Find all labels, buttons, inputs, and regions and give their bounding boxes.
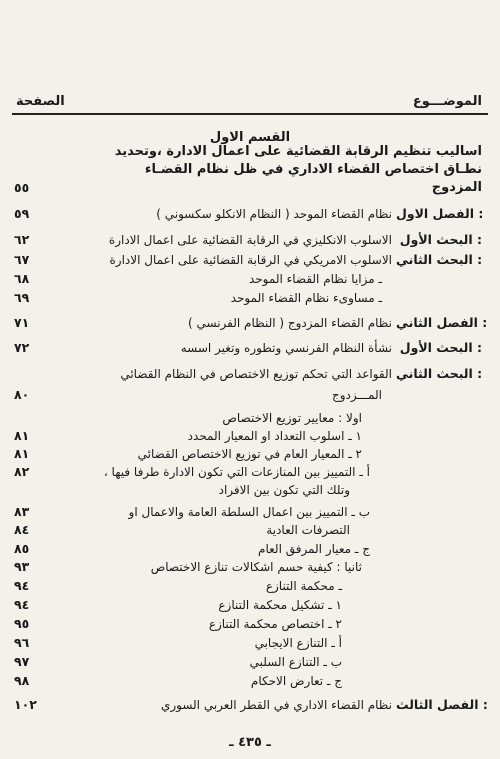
- entry-label: البحث الأول :: [399, 340, 482, 355]
- page-number: ٨٢: [14, 464, 30, 479]
- page-number: ٩٦: [14, 635, 30, 650]
- entry-text: ١ ـ تشكيل محكمة التنازع: [218, 598, 342, 612]
- page-number: ٩٨: [14, 673, 30, 688]
- entry-text: نظام القضاء المزدوج ( النظام الفرنسي ): [188, 316, 392, 330]
- page-number: ٥٥: [14, 180, 30, 195]
- entry-text: اولا : معايير توزيع الاختصاص: [222, 411, 362, 425]
- header-rule: [12, 113, 488, 115]
- column-headers: [16, 92, 482, 110]
- page-number: ٨٤: [14, 522, 30, 537]
- page-number: ٩٣: [14, 559, 30, 574]
- entry-text: المـــزدوج: [332, 388, 382, 402]
- entry-text: ج ـ معيار المرفق العام: [258, 542, 370, 556]
- entry-text: ـ محكمة التنازع: [265, 579, 342, 593]
- entry-label: البحث الثاني :: [396, 252, 483, 267]
- page-number: ٨٥: [14, 541, 30, 556]
- page-number: ٩٥: [14, 616, 30, 631]
- topic-column-label: الموضـــوع: [412, 93, 482, 109]
- entry-text: الاسلوب الامريكي في الرقابة القضائية على اعمال الادارة: [109, 253, 392, 267]
- page-number: ٦٢: [14, 232, 30, 247]
- page-number: ٩٤: [14, 578, 30, 593]
- entry-text: ١ ـ اسلوب التعداد او المعيار المحدد: [187, 429, 362, 443]
- entry-text: الاسلوب الانكليزي في الرقابة القضائية على اعمال الادارة: [108, 233, 392, 247]
- entry-text: ج ـ تعارض الاحكام: [250, 674, 342, 688]
- page-number: ٨١: [14, 446, 30, 461]
- page-number: ٦٩: [14, 290, 30, 305]
- entry-text: ثانيا : كيفية حسم اشكالات تنازع الاختصاص: [150, 560, 362, 574]
- toc-page: الصفحة الموضـــوع القسم الاول اساليب تنظيم الرقابة القضائية على اعمال الادارة ،وتحديد نطـاق اختصاص القضاء الاداري في ظل نظام القضـاء المزدوج ٥٥ الفصل الاول : نظام القضاء الموحد ( النظام الانكلو سكسوني ) ٥٩ البحث الأول : الاسلوب الانكليزي في الرقابة القضائية على اعمال الادارة ٦٢ البحث الثاني : الاسلوب الامريكي في الرقابة القضائية على اعمال الادارة ٦٧ ـ مزايا نظام القضاء الموحد ٦٨ ـ مساوىء نظام القضاء الموحد ٦٩ الفصل الثاني : نظام القضاء المزدوج ( النظام الفرنسي ) ٧١ البحث الأول : نشأة النظام الفرنسي وتطوره وتغير اسسه ٧٢ البحث الثاني : القواعد التي تحكم توزيع الاختصاص في النظام القضائي المـــزدوج ٨٠ اولا : معايير توزيع الاختصاص ١ ـ اسلوب التعداد او المعيار المحدد ٨١ ٢ ـ المعيار العام في توزيع الاختصاص القضائي ٨١ أ ـ التمييز بين المنازعات التي تكون الادارة طرفا فيها ، ٨٢ وتلك التي تكون بين الافراد ب ـ التمييز بين اعمال السلطة العامة والاعمال او ٨٣ التصرفات العادية ٨٤ ج ـ معيار المرفق العام ٨٥ ثانيا : كيفية حسم اشكالات تنازع الاختصاص ٩٣ ـ محكمة التنازع ٩٤ ١ ـ تشكيل محكمة التنازع ٩٤ ٢ ـ اختصاص محكمة التنازع ٩٥ أ ـ التنازع الايجابي ٩٦ ب ـ التنازع السلبي ٩٧ ج ـ تعارض الاحكام ٩٨ الفصل الثالث : نظام القضاء الاداري في القطر العربي السوري ١٠٢ ـ ٤٣٥ ـ: [0, 0, 500, 759]
- page-number: ١٠٢: [14, 697, 37, 712]
- section-title: القسم الاول: [209, 130, 291, 145]
- entry-text: نظام القضاء الموحد ( النظام الانكلو سكسوني ): [156, 207, 392, 221]
- entry-text: ب ـ التمييز بين اعمال السلطة العامة والاعمال او: [128, 505, 370, 519]
- entry-label: البحث الثاني :: [396, 366, 483, 381]
- entry-text: أ ـ التمييز بين المنازعات التي تكون الادارة طرفا فيها ،: [103, 465, 370, 479]
- entry-text: ـ مزايا نظام القضاء الموحد: [248, 272, 382, 286]
- entry-text: ـ مساوىء نظام القضاء الموحد: [230, 291, 382, 305]
- page-number: ٥٩: [14, 206, 30, 221]
- entry-text: التصرفات العادية: [266, 523, 350, 537]
- page-number: ٧٢: [14, 340, 30, 355]
- entry-text: القواعد التي تحكم توزيع الاختصاص في النظام القضائي: [120, 367, 392, 381]
- entry-text: نظام القضاء الاداري في القطر العربي السوري: [160, 698, 392, 712]
- entry-text: ٢ ـ اختصاص محكمة التنازع: [208, 617, 342, 631]
- entry-text: نشأة النظام الفرنسي وتطوره وتغير اسسه: [180, 341, 392, 355]
- page-column-label: الصفحة: [16, 93, 65, 109]
- page-number: ٧١: [14, 315, 30, 330]
- page-number: ٩٤: [14, 597, 30, 612]
- page-footer-number: ـ ٤٣٥ ـ: [229, 735, 271, 750]
- entry-label: الفصل الاول :: [396, 206, 484, 221]
- page-number: ٦٨: [14, 271, 30, 286]
- entry-label: الفصل الثاني :: [396, 315, 488, 330]
- entry-text: ب ـ التنازع السلبي: [249, 655, 342, 669]
- page-number: ٨١: [14, 428, 30, 443]
- entry-text: ٢ ـ المعيار العام في توزيع الاختصاص القضائي: [137, 447, 362, 461]
- page-number: ٩٧: [14, 654, 30, 669]
- page-number: ٨٠: [14, 387, 30, 402]
- entry-label: الفصل الثالث :: [396, 697, 488, 712]
- page-number: ٦٧: [14, 252, 30, 267]
- page-number: ٨٣: [14, 504, 30, 519]
- entry-label: البحث الأول :: [399, 232, 482, 247]
- entry-text: أ ـ التنازع الايجابي: [254, 636, 342, 650]
- entry-text: وتلك التي تكون بين الافراد: [218, 483, 350, 497]
